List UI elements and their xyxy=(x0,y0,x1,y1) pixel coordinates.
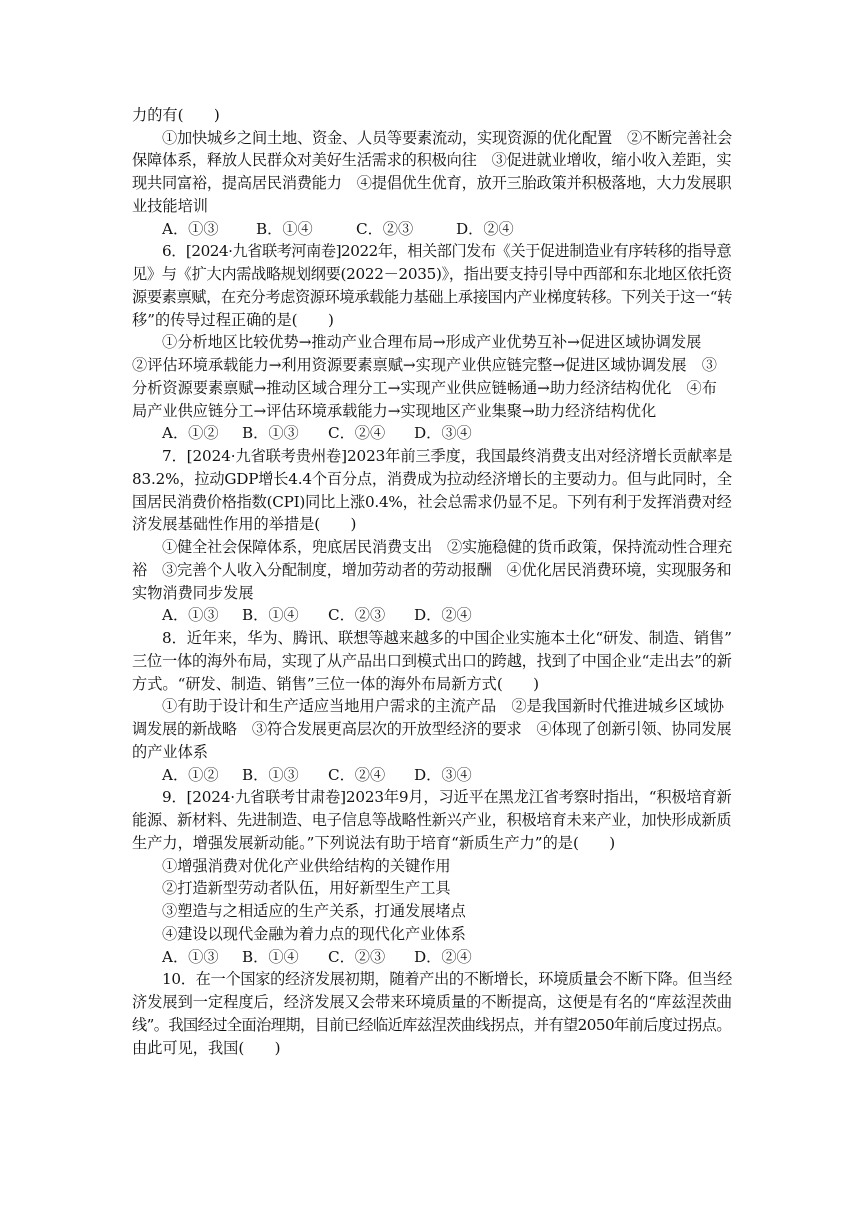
option-a: A．①② xyxy=(162,766,219,784)
option-a: A．①② xyxy=(162,424,219,442)
option-b: B．①④ xyxy=(256,220,313,238)
question-7-stem: 7．[2024·九省联考贵州卷]2023年前三季度，我国最终消费支出对经济增长贡献率是 xyxy=(162,447,733,465)
choice-item: ②打造新型劳动者队伍，用好新型生产工具 xyxy=(162,879,451,897)
option-b: B．①③ xyxy=(242,424,299,442)
question-stem-line: 见》与《扩大内需战略规划纲要(2022－2035)》，指出要支持引导中西部和东北地区依托资 xyxy=(132,265,732,283)
question-stem-line: 济发展基础性作用的举措是( ) xyxy=(132,515,357,533)
choice-items-line: 的产业体系 xyxy=(132,743,208,761)
option-a: A．①③ xyxy=(162,606,219,624)
choice-items-line: ①有助于设计和生产适应当地用户需求的主流产品 ②是我国新时代推进城乡区域协 xyxy=(162,697,724,715)
option-d: D．②④ xyxy=(414,948,472,966)
question-stem-line: 三位一体的海外布局，实现了从产品出口到模式出口的跨越，找到了中国企业“走出去”的新 xyxy=(132,652,732,670)
choice-items-line: ②评估环境承载能力→利用资源要素禀赋→实现产业供应链完整→促进区域协调发展 ③ xyxy=(132,356,717,374)
question-10-stem: 10．在一个国家的经济发展初期，随着产出的不断增长，环境质量会不断下降。但当经 xyxy=(162,970,732,988)
question-stem-line: 能源、新材料、先进制造、电子信息等战略性新兴产业，积极培育未来产业，加快形成新质 xyxy=(132,811,732,829)
option-b: B．①④ xyxy=(242,948,299,966)
question-stem-line: 由此可见，我国( ) xyxy=(132,1039,281,1057)
option-d: D．②④ xyxy=(456,220,514,238)
choice-items-line: 分析资源要素禀赋→推动区域合理分工→实现产业供应链畅通→助力经济结构优化 ④布 xyxy=(132,379,717,397)
question-stem-line: 生产力，增强发展新动能。”下列说法有助于培育“新质生产力”的是( ) xyxy=(132,834,616,852)
option-c: C．②④ xyxy=(328,424,386,442)
choice-items-line: ①分析地区比较优势→推动产业合理布局→形成产业优势互补→促进区域协调发展 xyxy=(162,333,702,351)
question-stem-line: 国居民消费价格指数(CPI)同比上涨0.4%，社会总需求仍显不足。下列有利于发挥消费对经 xyxy=(132,493,732,511)
answer-options xyxy=(162,218,762,240)
answer-options xyxy=(162,764,762,786)
question-stem-line: 线”。我国经过全面治理期，目前已经临近库兹涅茨曲线拐点，并有望2050年前后度过拐点。 xyxy=(132,1016,731,1034)
question-stem-line: 方式。“研发、制造、销售”三位一体的海外布局新方式( ) xyxy=(132,675,540,693)
option-c: C．②④ xyxy=(328,766,386,784)
choice-items-line: 保障体系，释放人民群众对美好生活需求的积极向往 ③促进就业增收，缩小收入差距，实 xyxy=(132,151,732,169)
answer-options xyxy=(162,422,762,444)
choice-items-line: 业技能培训 xyxy=(132,197,208,215)
option-c: C．②③ xyxy=(328,606,386,624)
option-a: A．①③ xyxy=(162,948,219,966)
question-6-stem: 6．[2024·九省联考河南卷]2022年，相关部门发布《关于促进制造业有序转移的指导意 xyxy=(162,242,732,260)
choice-item: ③塑造与之相适应的生产关系，打通发展堵点 xyxy=(162,902,466,920)
option-d: D．②④ xyxy=(414,606,472,624)
option-b: B．①③ xyxy=(242,766,299,784)
question-stem-line: 济发展到一定程度后，经济发展又会带来环境质量的不断提高，这便是有名的“库兹涅茨曲 xyxy=(132,993,733,1011)
choice-items-line: 实物消费同步发展 xyxy=(132,584,254,602)
choice-items-line: 局产业供应链分工→评估环境承载能力→实现地区产业集聚→助力经济结构优化 xyxy=(132,402,657,420)
option-c: C．②③ xyxy=(356,220,414,238)
choice-items-line: ①加快城乡之间土地、资金、人员等要素流动，实现资源的优化配置 ②不断完善社会 xyxy=(162,129,732,147)
choice-items-line: 现共同富裕，提高居民消费能力 ④提倡优生优育，放开三胎政策并积极落地，大力发展职 xyxy=(132,174,732,192)
choice-items-line: 裕 ③完善个人收入分配制度，增加劳动者的劳动报酬 ④优化居民消费环境，实现服务和 xyxy=(132,561,732,579)
option-d: D．③④ xyxy=(414,766,472,784)
answer-options xyxy=(162,946,762,968)
question-stem-line: 83.2%，拉动GDP增长4.4个百分点，消费成为拉动经济增长的主要动力。但与此同时，全 xyxy=(132,470,732,488)
question-8-stem: 8．近年来，华为、腾讯、联想等越来越多的中国企业实施本土化“研发、制造、销售” xyxy=(162,629,732,647)
choice-item: ①增强消费对优化产业供给结构的关键作用 xyxy=(162,857,451,875)
question-stem-line: 力的有( ) xyxy=(132,106,220,124)
option-a: A．①③ xyxy=(162,220,219,238)
choice-items-line: ①健全社会保障体系，兜底居民消费支出 ②实施稳健的货币政策，保持流动性合理充 xyxy=(162,538,732,556)
option-d: D．③④ xyxy=(414,424,472,442)
question-stem-line: 源要素禀赋，在充分考虑资源环境承载能力基础上承接国内产业梯度转移。下列关于这一“转 xyxy=(132,288,732,306)
option-c: C．②③ xyxy=(328,948,386,966)
choice-items-line: 调发展的新战略 ③符合发展更高层次的开放型经济的要求 ④体现了创新引领、协同发展 xyxy=(132,720,732,738)
answer-options xyxy=(162,604,762,626)
choice-item: ④建设以现代金融为着力点的现代化产业体系 xyxy=(162,925,466,943)
question-9-stem: 9．[2024·九省联考甘肃卷]2023年9月，习近平在黑龙江省考察时指出，“积极培育新 xyxy=(162,788,732,806)
option-b: B．①④ xyxy=(242,606,299,624)
question-stem-line: 移”的传导过程正确的是( ) xyxy=(132,311,334,329)
